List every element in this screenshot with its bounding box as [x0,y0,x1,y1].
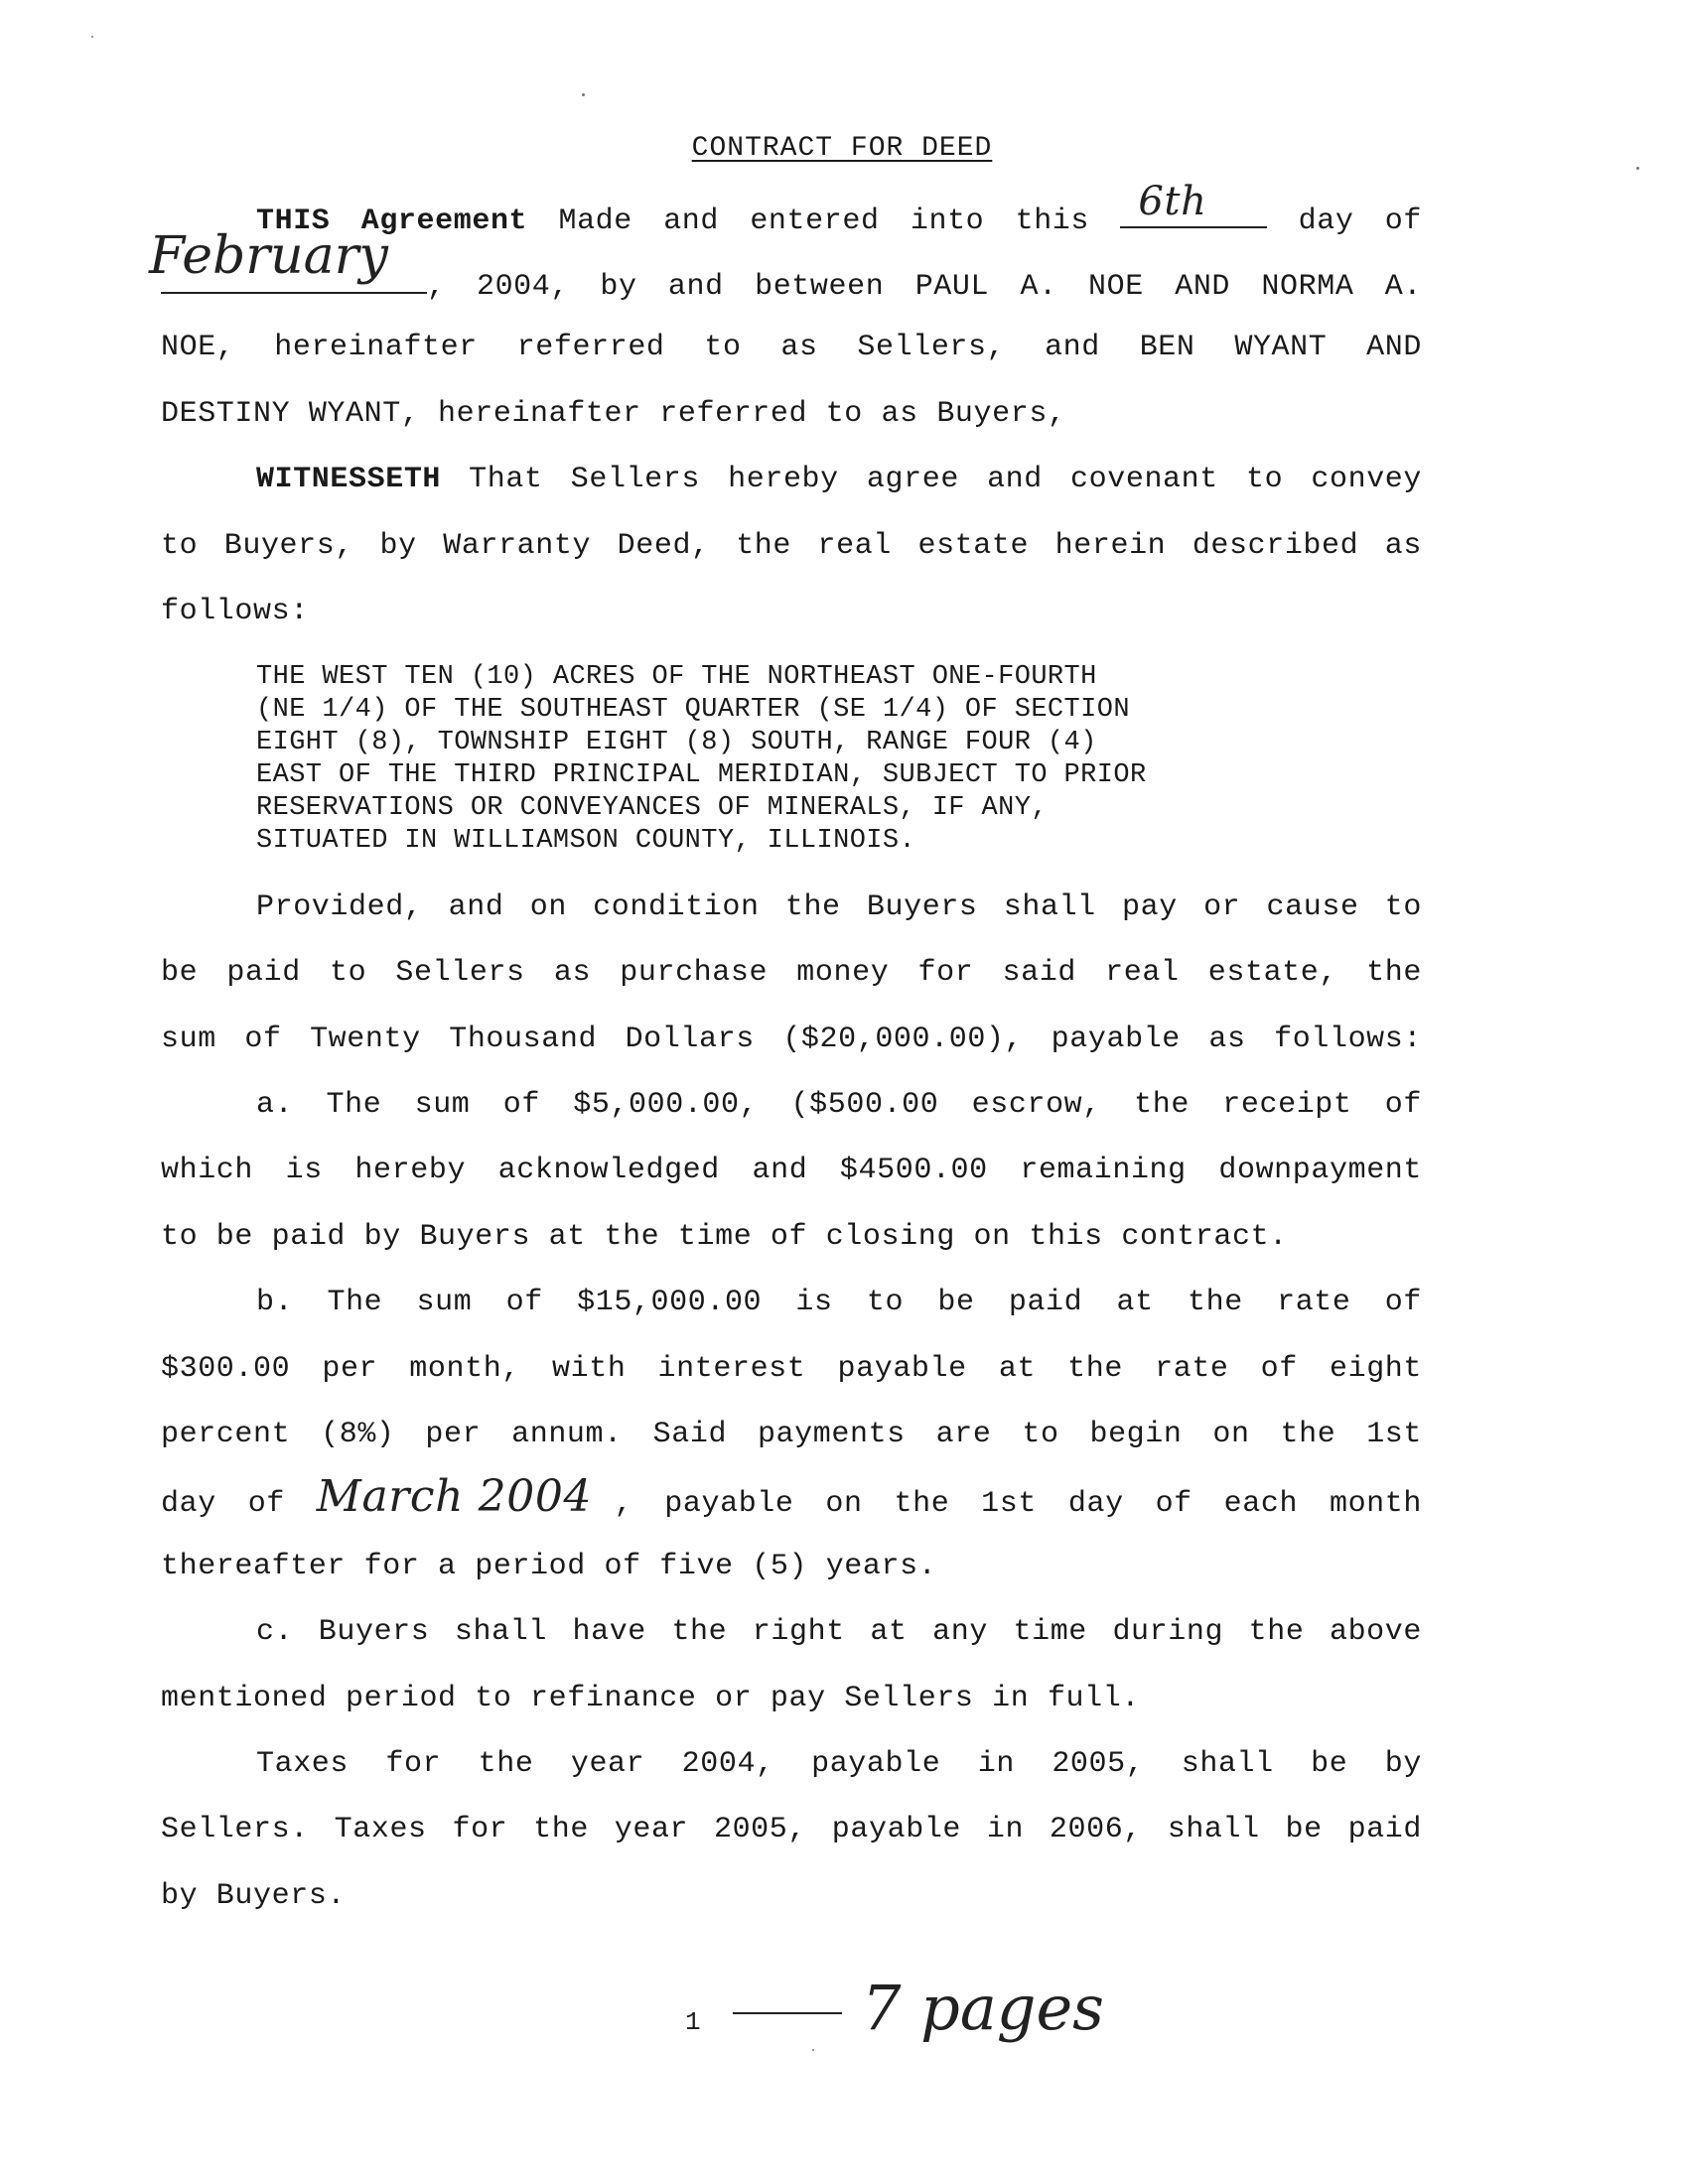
payment-start-blank [316,1471,615,1522]
document-title: CONTRACT FOR DEED [691,133,993,164]
speck [91,36,93,38]
month-handwritten: February [149,226,388,286]
intro-text: day of [1298,205,1423,238]
item-b-text: , payable on the 1st day of each month [614,1487,1422,1521]
intro-text: , 2004, by and between PAUL A. NOE AND NORMA A. [427,270,1422,304]
item-c-line-2: mentioned period to refinance or pay Sellers in full. [161,1682,1140,1715]
witnesseth-heading: WITNESSETH [256,463,442,496]
intro-text: Made and entered into this [527,205,1090,238]
item-a-line-2: which is hereby acknowledged and $4500.00 remaining downpayment [161,1154,1422,1187]
intro-line-1 [256,179,1423,238]
speck [1636,167,1639,170]
provided-line-2: be paid to Sellers as purchase money for said real estate, the [161,956,1422,990]
item-b-line-4 [161,1471,1422,1522]
taxes-line-2: Sellers. Taxes for the year 2005, payable in 2006, shall be paid [161,1813,1422,1846]
item-b-text: day of [161,1487,285,1521]
item-c-line-1: c. Buyers shall have the right at any time during the above [256,1615,1422,1649]
item-b-line-1: b. The sum of $15,000.00 is to be paid at the rate of [256,1286,1422,1319]
day-blank [1120,179,1267,228]
day-handwritten: 6th [1138,179,1207,224]
legal-description: THE WEST TEN (10) ACRES OF THE NORTHEAST ONE-FOURTH (NE 1/4) OF THE SOUTHEAST QUARTER (SE 1/4) OF SECTION EIGHT (8), TOWNSHIP EIGHT (8) SOUTH, RANGE FOUR (4) EAST OF THE THIRD PRINCIPAL MERIDIAN, SUBJECT TO PRIOR RESERVATIONS OR CONVEYANCES OF MINERALS, IF ANY, SITUATED IN WILLIAMSON COUNTY, ILLINOIS. [256,662,1147,856]
provided-line-1: Provided, and on condition the Buyers shall pay or cause to [256,890,1422,924]
page-count-handwritten: 7 pages [862,1972,1105,2044]
witness-line-3: follows: [161,595,309,628]
speck [582,93,585,96]
page-count-note [733,1972,1104,2044]
witness-line-1 [256,463,1422,496]
item-a-line-3: to be paid by Buyers at the time of closing on this contract. [161,1220,1288,1254]
speck [812,2049,814,2051]
taxes-line-3: by Buyers. [161,1879,347,1913]
intro-line-3: NOE, hereinafter referred to as Sellers, and BEN WYANT AND [161,331,1422,364]
witness-text: That Sellers hereby agree and covenant to convey [441,463,1422,496]
agreement-heading: THIS Agreement [256,205,528,238]
intro-line-4: DESTINY WYANT, hereinafter referred to as Buyers, [161,397,1066,431]
handwritten-dash [733,2012,842,2014]
item-b-line-2: $300.00 per month, with interest payable at the rate of eight [161,1352,1422,1386]
witness-line-2: to Buyers, by Warranty Deed, the real estate herein described as [161,529,1422,563]
item-a-line-1: a. The sum of $5,000.00, ($500.00 escrow, the receipt of [256,1088,1422,1122]
item-b-line-3: percent (8%) per annum. Said payments are to begin on the 1st [161,1418,1422,1451]
provided-line-3: sum of Twenty Thousand Dollars ($20,000.00), payable as follows: [161,1023,1422,1056]
payment-start-handwritten: March 2004 [316,1471,593,1522]
taxes-line-1: Taxes for the year 2004, payable in 2005, shall be by [256,1747,1422,1781]
item-b-line-5: thereafter for a period of five (5) years. [161,1550,937,1583]
page-number [685,2007,701,2037]
page-number-value: 1 [685,2007,701,2037]
